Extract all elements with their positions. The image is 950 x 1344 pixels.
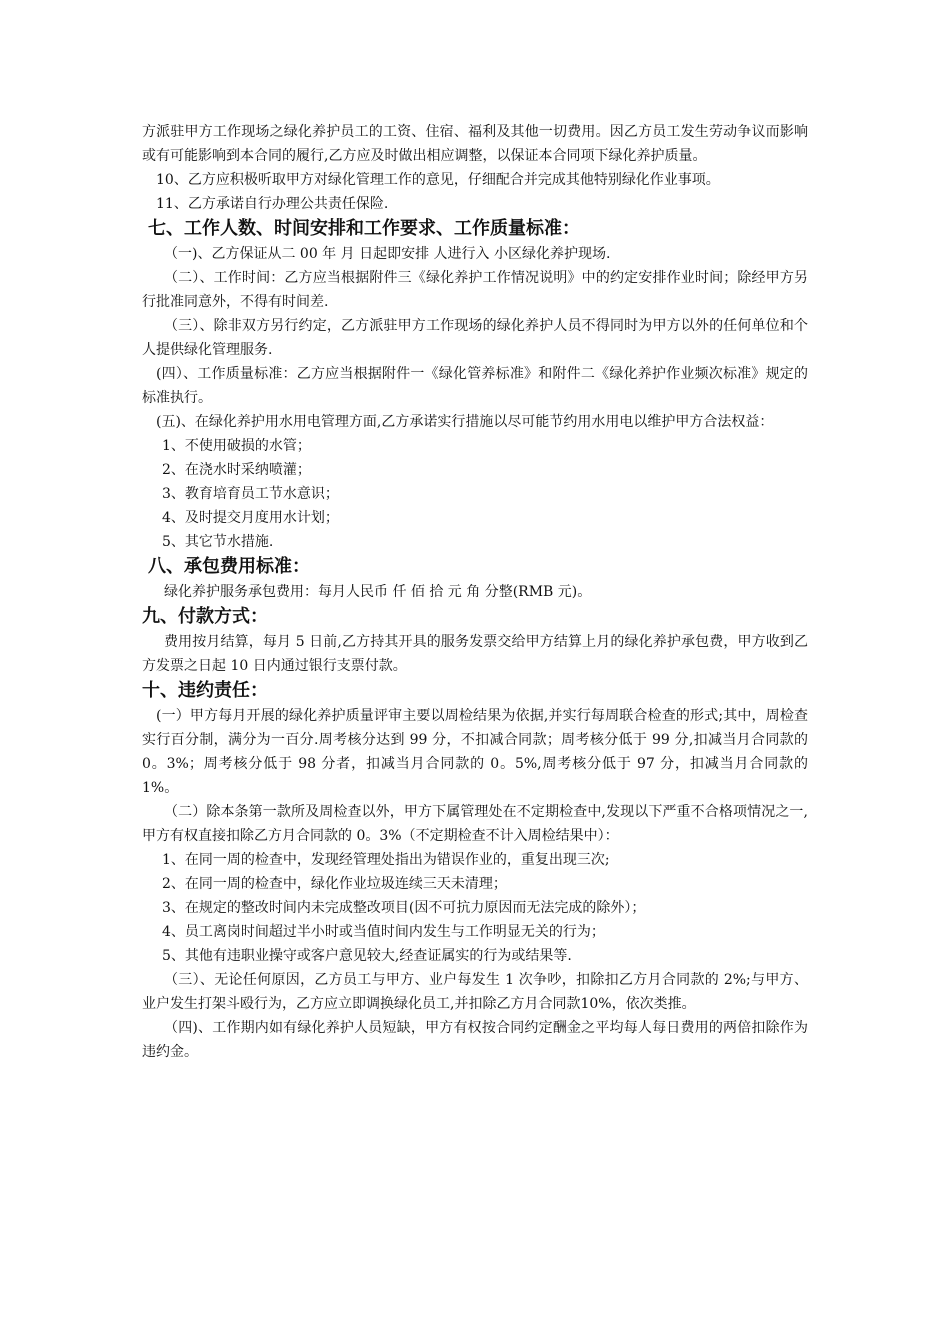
- section-10-clause-4: （四)、工作期内如有绿化养护人员短缺，甲方有权按合同约定酬金之平均每人每日费用的两倍扣除作为违约金。: [142, 1020, 808, 1060]
- section-7-clause-4: (四）、工作质量标准：乙方应当根据附件一《绿化管养标准》和附件二《绿化养护作业频次标准》规定的标准执行。: [142, 366, 808, 406]
- section-8-heading: 八、承包费用标准：: [148, 556, 310, 577]
- section-7-clause-1: （一)、乙方保证从二 00 年 月 日起即安排 人进行入 小区绿化养护现场.: [164, 246, 611, 262]
- section-7-clause-3: （三）、除非双方另行约定，乙方派驻甲方工作现场的绿化养护人员不得同时为甲方以外的任何单位和个人提供绿化管理服务.: [142, 318, 808, 358]
- section-10-list-item: 5、其他有违职业操守或客户意见较大,经查证属实的行为或结果等.: [162, 948, 572, 964]
- section-7-list-item: 1、不使用破损的水管；: [162, 438, 311, 454]
- section-7-list-item: 4、及时提交月度用水计划；: [162, 510, 339, 526]
- section-10-list-item: 3、在规定的整改时间内未完成整改项目(因不可抗力原因而无法完成的除外）；: [162, 900, 646, 916]
- section-7-clause-2: （二）、工作时间：乙方应当根据附件三《绿化养护工作情况说明》中的约定安排作业时间；除经甲方另行批准同意外，不得有时间差.: [142, 270, 808, 310]
- section-7-clause-5: (五)、在绿化养护用水用电管理方面,乙方承诺实行措施以尽可能节约用水用电以维护甲方合法权益：: [156, 414, 774, 430]
- section-10-list-item: 4、员工离岗时间超过半小时或当值时间内发生与工作明显无关的行为；: [162, 924, 605, 940]
- paragraph-intro: 方派驻甲方工作现场之绿化养护员工的工资、住宿、福利及其他一切费用。因乙方员工发生劳动争议而影响或有可能影响到本合同的履行,乙方应及时做出相应调整，以保证本合同项下绿化养护质量。: [142, 124, 808, 164]
- section-10-list-item: 2、在同一周的检查中，绿化作业垃圾连续三天未清理；: [162, 876, 507, 892]
- section-10-heading: 十、违约责任：: [142, 680, 268, 701]
- section-9-heading: 九、付款方式：: [142, 606, 268, 627]
- paragraph-item-11: 11、乙方承诺自行办理公共责任保险.: [156, 196, 389, 212]
- section-10-clause-1: (一）甲方每月开展的绿化养护质量评审主要以周检结果为依据,并实行每周联合检查的形式;其中，周检查实行百分制，满分为一百分.周考核分达到 99 分，不扣减合同款；周考核分低于 99 分,扣减当月合同款的 0。3%；周考核分低于 98 分者，扣减当月合同款的 0。5%,周考核分低于 97 分，扣减当月合同款的 1%。: [142, 708, 808, 796]
- section-10-clause-3: （三）、无论任何原因，乙方员工与甲方、业户每发生 1 次争吵，扣除扣乙方月合同款的 2%;与甲方、业户发生打架斗殴行为，乙方应立即调换绿化员工,并扣除乙方月合同款10%，依次类推。: [142, 972, 808, 1012]
- section-7-list-item: 2、在浇水时采纳喷灌；: [162, 462, 311, 478]
- section-7-heading: 七、工作人数、时间安排和工作要求、工作质量标准：: [148, 218, 580, 239]
- section-10-clause-2: （二）除本条第一款所及周检查以外，甲方下属管理处在不定期检查中,发现以下严重不合格项情况之一,甲方有权直接扣除乙方月合同款的 0。3%（不定期检查不计入周检结果中）：: [142, 804, 808, 844]
- document-page: [142, 120, 808, 1064]
- section-9-paragraph: 费用按月结算，每月 5 日前,乙方持其开具的服务发票交给甲方结算上月的绿化养护承包费，甲方收到乙方发票之日起 10 日内通过银行支票付款。: [142, 634, 808, 674]
- section-10-list-item: 1、在同一周的检查中，发现经管理处指出为错误作业的，重复出现三次;: [162, 852, 610, 868]
- section-7-list-item: 3、教育培育员工节水意识；: [162, 486, 339, 502]
- section-8-paragraph: 绿化养护服务承包费用：每月人民币 仟 佰 拾 元 角 分整(RMB 元)。: [164, 584, 592, 600]
- paragraph-item-10: 10、乙方应积极听取甲方对绿化管理工作的意见，仔细配合并完成其他特别绿化作业事项。: [156, 172, 720, 188]
- section-7-list-item: 5、其它节水措施.: [162, 534, 274, 550]
